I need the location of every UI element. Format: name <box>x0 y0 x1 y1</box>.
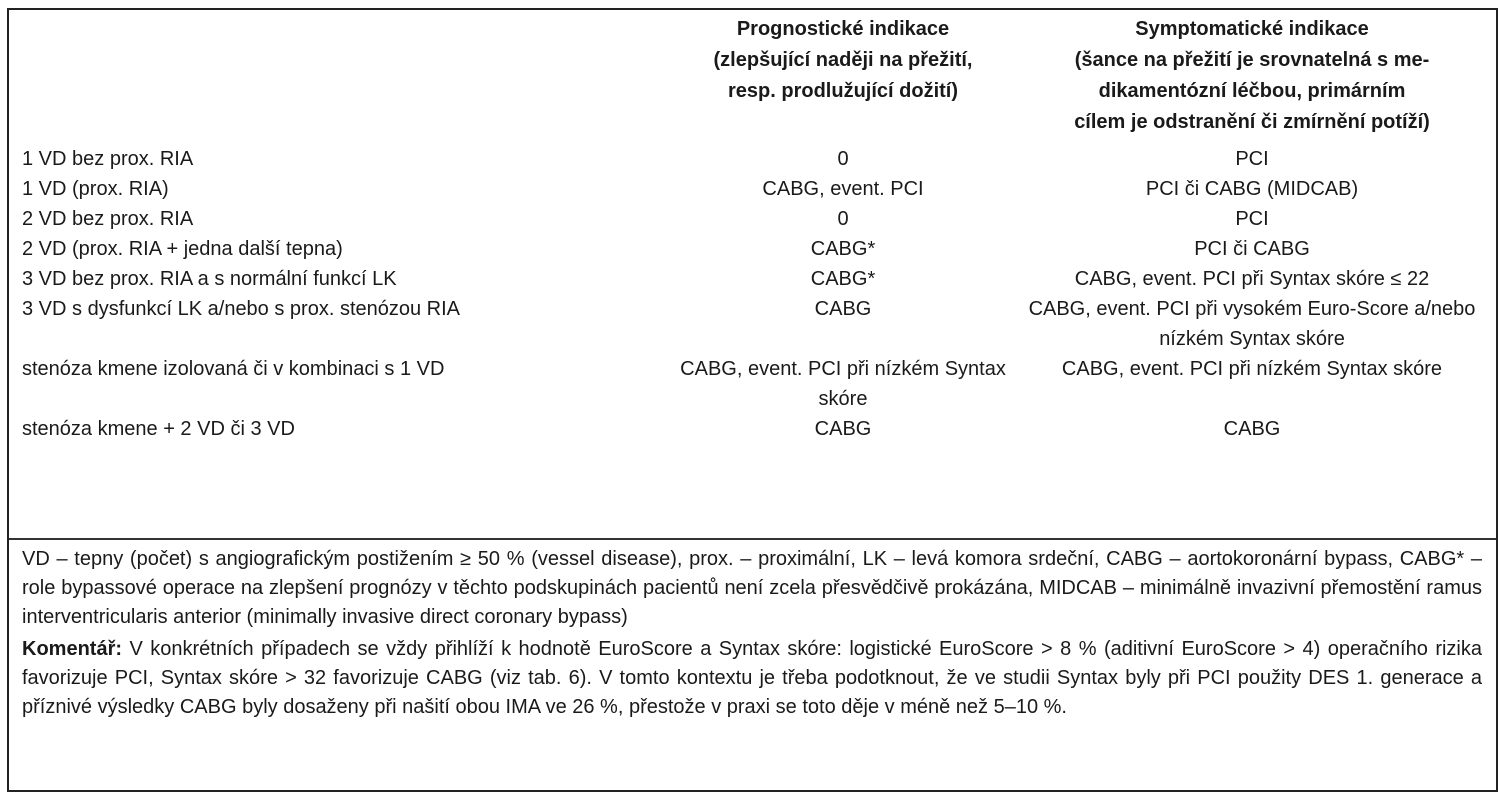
cell-group: 1 VD (prox. RIA) <box>22 178 169 200</box>
header-symptomatic-line: Symptomatické indikace <box>1135 18 1369 40</box>
cell-group: stenóza kmene izolovaná či v kombinaci s 1 VD <box>22 358 445 380</box>
cell-prognostic: CABG, event. PCI <box>762 178 924 200</box>
cell-symptomatic: CABG, event. PCI při nízkém Syntax skóre <box>1061 358 1443 380</box>
cell-group: 2 VD (prox. RIA + jedna další tepna) <box>22 238 343 260</box>
header-symptomatic-line: dikamentózní léčbou, primárním <box>1098 80 1406 102</box>
cell-prognostic: CABG <box>814 418 872 440</box>
header-prognostic-line: Prognostické indikace <box>736 18 950 40</box>
comment-text: V konkrétních případech se vždy přihlíží k hodnotě EuroScore a Syntax skóre: logistické EuroScore > 8 % (aditivní EuroScore > 4) operačního rizika favorizuje PCI, Syntax skóre > 32 favorizuje CABG (viz tab. 6). V tomto kontextu je třeba podotknout, že ve studii Syntax byly při PCI použity DES 1. generace a příznivé výsledky CABG byly dosaženy při našití obou IMA ve 26 %, přestože v praxi se toto děje v méně než 5–10 %. <box>22 638 1482 718</box>
section-divider <box>9 538 1496 540</box>
table-row <box>22 354 1480 414</box>
cell-prognostic: CABG* <box>810 268 876 290</box>
table-row <box>22 174 1480 204</box>
table-row <box>22 204 1480 234</box>
cell-symptomatic: CABG, event. PCI při Syntax skóre ≤ 22 <box>1074 268 1430 290</box>
cell-prognostic: CABG, event. PCI při nízkém Syntax skóre <box>680 358 1006 410</box>
abbreviation-footnote: VD – tepny (počet) s angiografickým postižením ≥ 50 % (vessel disease), prox. – proximální, LK – levá komora srdeční, CABG – aortokoronární bypass, CABG* – role bypassové operace na zlepšení prognózy v těchto podskupinách pacientů není zcela přesvědčivě prokázána, MIDCAB – minimálně invazivní přemostění ramus interventricularis anterior (minimally invasive direct coronary bypass) <box>22 548 1482 628</box>
cell-symptomatic: PCI <box>1235 208 1269 230</box>
comment-label: Komentář: <box>22 638 123 660</box>
cell-group: 3 VD bez prox. RIA a s normální funkcí LK <box>22 268 397 290</box>
table-row <box>22 294 1480 354</box>
cell-group: 3 VD s dysfunkcí LK a/nebo s prox. stenózou RIA <box>22 298 461 320</box>
header-prognostic-line: resp. prodlužující dožití) <box>728 80 958 102</box>
cell-symptomatic: CABG, event. PCI při vysokém Euro-Score a/nebo nízkém Syntax skóre <box>1028 298 1476 350</box>
indication-table <box>22 14 1480 444</box>
header-symptomatic-line: cílem je odstranění či zmírnění potíží) <box>1074 111 1430 133</box>
header-group <box>22 14 662 144</box>
cell-symptomatic: PCI či CABG <box>1194 238 1310 260</box>
cell-group: stenóza kmene + 2 VD či 3 VD <box>22 418 295 440</box>
cell-prognostic: CABG* <box>810 238 876 260</box>
table-row <box>22 234 1480 264</box>
header-prognostic-line: (zlepšující naději na přežití, <box>713 49 973 71</box>
table-notes <box>22 545 1482 722</box>
cell-prognostic: 0 <box>837 208 849 230</box>
header-symptomatic-line: (šance na přežití je srovnatelná s me- <box>1074 49 1430 71</box>
cell-symptomatic: PCI <box>1235 148 1269 170</box>
table-row <box>22 264 1480 294</box>
cell-symptomatic: CABG <box>1223 418 1281 440</box>
table-header-row <box>22 14 1480 144</box>
cell-prognostic: CABG <box>814 298 872 320</box>
header-symptomatic <box>1024 14 1480 144</box>
cell-group: 1 VD bez prox. RIA <box>22 148 194 170</box>
table-row <box>22 414 1480 444</box>
cell-symptomatic: PCI či CABG (MIDCAB) <box>1145 178 1359 200</box>
cell-prognostic: 0 <box>837 148 849 170</box>
comment-paragraph <box>22 635 1482 722</box>
table-row <box>22 144 1480 174</box>
header-prognostic <box>662 14 1024 144</box>
cell-group: 2 VD bez prox. RIA <box>22 208 194 230</box>
